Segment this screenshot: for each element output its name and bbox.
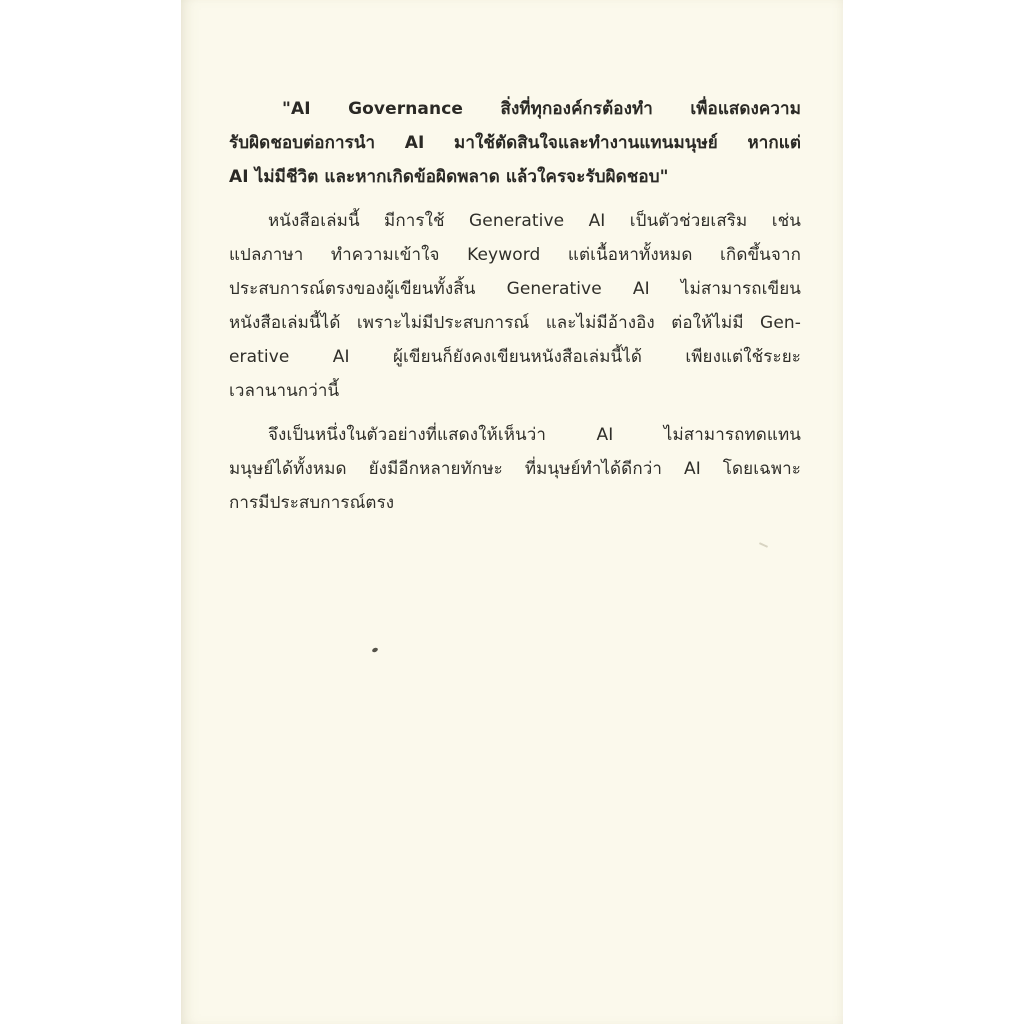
paragraph-line: จึงเป็นหนึ่งในตัวอย่างที่แสดงให้เห็นว่า AI ไม่สามารถทดแทน <box>268 425 801 445</box>
paragraph-line: หนังสือเล่มนี้ มีการใช้ Generative AI เป็นตัวช่วยเสริม เช่น <box>268 211 801 231</box>
paragraph-2 <box>229 418 801 520</box>
quote-line: AI ไม่มีชีวิต และหากเกิดข้อผิดพลาด แล้วใครจะรับผิดชอบ" <box>229 167 669 187</box>
quote-block <box>229 92 801 194</box>
paragraph-line: ประสบการณ์ตรงของผู้เขียนทั้งสิ้น Generative AI ไม่สามารถเขียน <box>229 279 801 299</box>
paragraph-1 <box>229 204 801 408</box>
quote-line: รับผิดชอบต่อการนำ AI มาใช้ตัดสินใจและทำงานแทนมนุษย์ หากแต่ <box>229 133 801 153</box>
paragraph-line: แปลภาษา ทำความเข้าใจ Keyword แต่เนื้อหาทั้งหมด เกิดขึ้นจาก <box>229 245 801 265</box>
paragraph-line: มนุษย์ได้ทั้งหมด ยังมีอีกหลายทักษะ ที่มนุษย์ทำได้ดีกว่า AI โดยเฉพาะ <box>229 459 801 479</box>
page-text <box>229 92 801 520</box>
paragraph-line: erative AI ผู้เขียนก็ยังคงเขียนหนังสือเล่มนี้ได้ เพียงแต่ใช้ระยะ <box>229 347 801 367</box>
paragraph-line: เวลานานกว่านี้ <box>229 381 340 401</box>
paragraph-line: หนังสือเล่มนี้ได้ เพราะไม่มีประสบการณ์ และไม่มีอ้างอิง ต่อให้ไม่มี Gen- <box>229 313 801 333</box>
paragraph-line: การมีประสบการณ์ตรง <box>229 493 395 513</box>
quote-line: "AI Governance สิ่งที่ทุกองค์กรต้องทำ เพื่อแสดงความ <box>282 99 801 119</box>
